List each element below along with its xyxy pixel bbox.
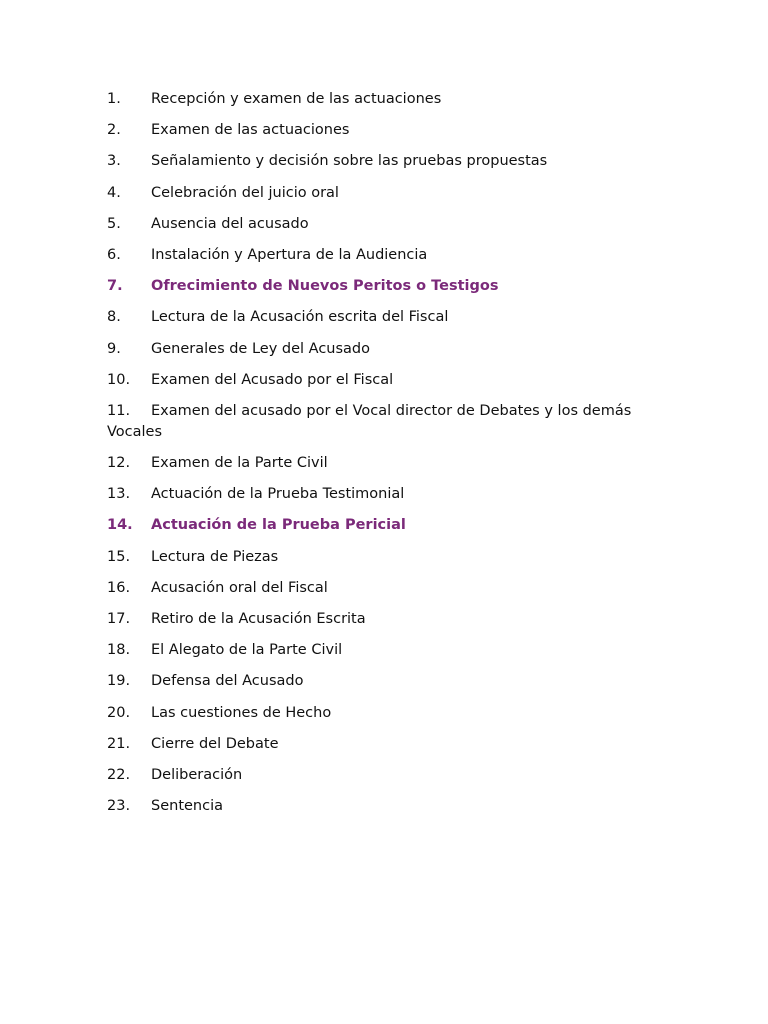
list-item-text: Defensa del Acusado [151,673,304,690]
list-item-number: 14. [107,517,133,534]
list-item-text: Examen de las actuaciones [151,122,350,139]
list-item-number: 7. [107,278,123,295]
list-item [107,671,667,692]
list-item [107,609,667,630]
list-item-number: 15. [107,548,131,565]
list-item [107,484,667,505]
list-item-text: Instalación y Apertura de la Audiencia [151,246,428,263]
list-item [107,151,667,172]
list-item-text: Examen de la Parte Civil [151,455,328,472]
list-item [107,120,667,141]
list-item-text: Sentencia [151,798,223,815]
list-item-number: 4. [107,184,121,201]
list-item-text: Las cuestiones de Hecho [151,704,332,721]
list-item-number: 20. [107,704,131,721]
list-item-number: 19. [107,673,131,690]
list-item-text: Examen del acusado por el Vocal director de Debates y los demás Vocales [107,402,632,440]
list-item [107,796,667,817]
list-item [107,453,667,474]
list-item-number: 9. [107,340,121,357]
list-item [107,734,667,755]
list-item-text: Señalamiento y decisión sobre las pruebas propuestas [151,153,548,170]
list-item [107,401,667,443]
list-item-highlighted [107,515,667,536]
list-item [107,183,667,204]
list-item-text: Retiro de la Acusación Escrita [151,611,366,627]
list-item-number: 2. [107,122,121,139]
list-item-text: Ausencia del acusado [151,215,309,232]
list-item-number: 8. [107,309,121,326]
list-item-number: 18. [107,642,131,659]
list-item-text: Celebración del juicio oral [151,184,339,201]
list-item [107,578,667,599]
list-item-text: Deliberación [151,766,243,783]
list-item-number: 10. [107,371,131,388]
list-item-number: 5. [107,215,121,232]
list-item-number: 23. [107,798,131,815]
list-item [107,640,667,661]
list-item-text: El Alegato de la Parte Civil [151,642,343,659]
list-item-number: 17. [107,611,131,627]
list-item-text: Ofrecimiento de Nuevos Peritos o Testigos [151,278,499,295]
list-item-number: 11. [107,402,131,419]
list-item [107,214,667,235]
list-item-text: Actuación de la Prueba Testimonial [151,486,405,503]
list-item-number: 22. [107,766,131,783]
list-item-text: Lectura de Piezas [151,548,279,565]
list-item-number: 3. [107,153,121,170]
list-item-number: 21. [107,735,131,752]
list-item [107,547,667,568]
list-item-text: Acusación oral del Fiscal [151,579,328,596]
list-item-text: Recepción y examen de las actuaciones [151,91,442,107]
list-item-text: Cierre del Debate [151,735,279,752]
list-item [107,703,667,724]
list-item-number: 1. [107,91,121,107]
list-item-text: Examen del Acusado por el Fiscal [151,371,394,388]
list-item-number: 12. [107,455,131,472]
list-item [107,765,667,786]
list-item [107,307,667,328]
list-item-text: Generales de Ley del Acusado [151,340,371,357]
list-item-number: 13. [107,486,131,503]
procedure-steps-list [107,89,667,827]
list-item-number: 16. [107,579,131,596]
list-item [107,370,667,391]
list-item [107,245,667,266]
list-item-highlighted [107,276,667,297]
list-item [107,89,667,110]
list-item-number: 6. [107,246,121,263]
list-item [107,339,667,360]
list-item-text: Lectura de la Acusación escrita del Fiscal [151,309,449,326]
list-item-text: Actuación de la Prueba Pericial [151,517,406,534]
